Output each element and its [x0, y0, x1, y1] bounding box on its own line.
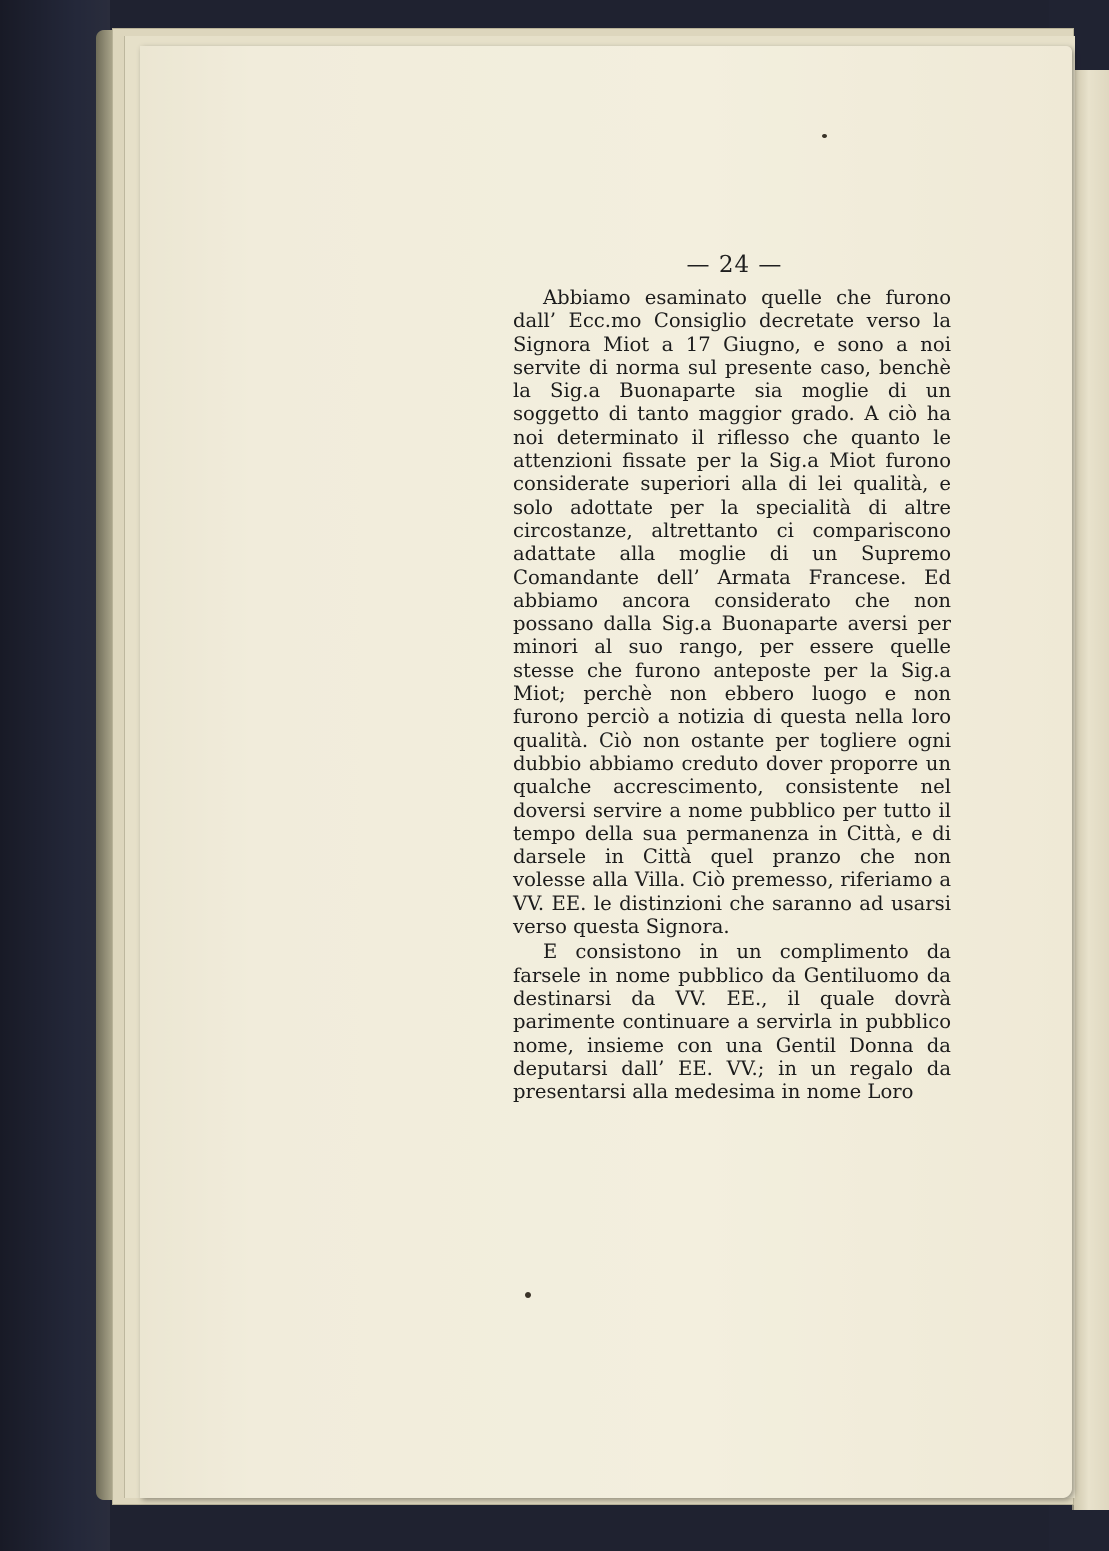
page-number: — 24 — — [686, 252, 783, 278]
paper-speck — [525, 1292, 531, 1298]
paragraph: E consistono in un complimento da farsele in nome pubblico da Gentiluomo da destinarsi da VV. EE., il quale dovrà parimente continuare a servirla in pubblico nome, insieme con una Gentil Donna da deputarsi dall’ EE. VV.; in un regalo da presentarsi alla medesima in nome Loro — [513, 940, 951, 1104]
next-page-edge — [1072, 70, 1109, 1510]
body-text — [513, 286, 951, 1103]
backdrop-left — [0, 0, 110, 1551]
paper-speck — [822, 134, 827, 138]
paragraph: Abbiamo esaminato quelle che furono dall’ Ecc.mo Consiglio decretate verso la Signora Miot a 17 Giugno, e sono a noi servite di norma sul presente caso, benchè la Sig.a Buonaparte sia moglie di un soggetto di tanto maggior grado. A ciò ha noi determinato il riflesso che quanto le attenzioni fissate per la Sig.a Miot furono considerate superiori alla di lei qualità, e solo adottate per la specialità di altre circostanze, altrettanto ci compariscono adattate alla moglie di un Supremo Comandante dell’ Armata Francese. Ed abbiamo ancora considerato che non possano dalla Sig.a Buonaparte aversi per minori al suo rango, per essere quelle stesse che furono anteposte per la Sig.a Miot; perchè non ebbero luogo e non furono perciò a notizia di questa nella loro qualità. Ciò non ostante per togliere ogni dubbio abbiamo creduto dover proporre un qualche accrescimento, consistente nel doversi servire a nome pubblico per tutto il tempo della sua permanenza in Città, e di darsele in Città quel pranzo che non volesse alla Villa. Ciò premesso, riferiamo a VV. EE. le distinzioni che saranno ad usarsi verso questa Signora. — [513, 286, 951, 939]
